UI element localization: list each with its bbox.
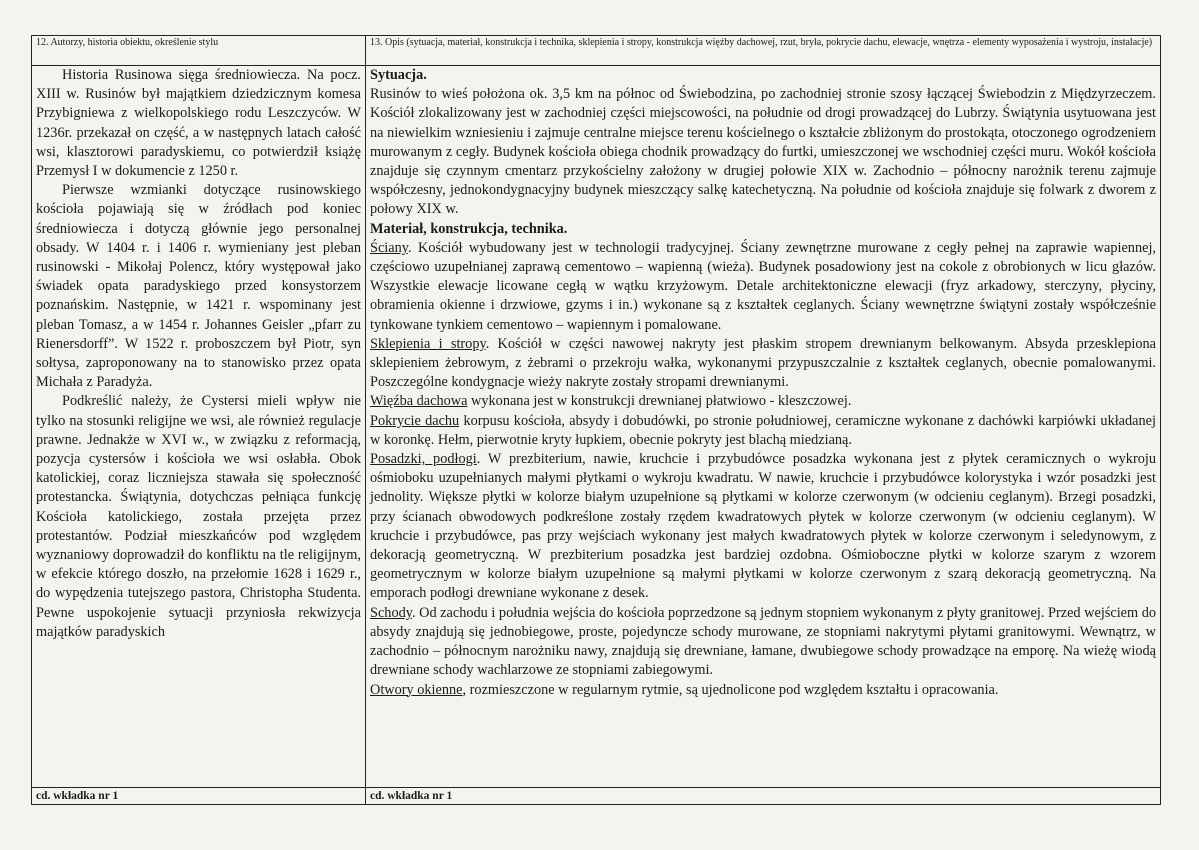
item-windows: [370, 681, 1156, 700]
section-title-material: Materiał, konstrukcja, technika.: [370, 220, 568, 237]
item-text: , rozmieszczone w regularnym rytmie, są ujednolicone pod względem kształtu i opracowania.: [462, 681, 999, 698]
item-text: korpusu kościoła, absydy i dobudówki, po stronie południowej, ceramiczne wykonane z dachówki karpiówki układanej w koronkę. Hełm, pierwotnie kryty łupkiem, obecnie pokryty jest blachą miedzianą.: [370, 412, 1156, 448]
item-text: wykonana jest w konstrukcji drewnianej płatwiowo - kleszczowej.: [467, 393, 852, 410]
item-label: Posadzki, podłogi: [370, 451, 477, 468]
form-sheet: [31, 35, 1161, 805]
description-header: 13. Opis (sytuacja, materiał, konstrukcja i technika, sklepienia i stropy, konstrukcja więźby dachowej, rzut, bryła, pokrycie dachu, elewacje, wnętrza - elementy wyposażenia i wystroju, instalacje): [366, 36, 1160, 66]
description-column: [366, 36, 1160, 804]
item-label: Ściany: [370, 239, 408, 256]
item-text: . W prezbiterium, nawie, kruchcie i przybudówce posadzka wykonana jest z płytek ceramicznych o wykroju ośmioboku uzupełnianych małymi płytkami o wykroju kwadratu. W nawie, kruchcie i przybudówce kolorystyka i wzór posadzki jest jednolity. Większe płytki w kolorze białym uzupełnione są płytkami w kolorze czerwonym (w odcieniu ceglanym). Brzegi posadzki, przy ścianach obwodowych podkreślone zostały rzędem kwadratowych płytek w kolorze czerwonym (w odcieniu ceglanym). W kruchcie i przybudówce, pas przy wejściach wykonany jest małych kwadratowych płytek w kolorze czerwonym i seledynowym, z dekoracją geometryczną. W prezbiterium posadzka jest bardziej ozdobna. Ośmioboczne płytki w kolorze szarym z wzorem geometrycznym w kolorze białym uzupełnione są małymi płytkami w kolorze czerwonym z szarą dekoracją geometryczną. Na emporach podłogi drewniane wykonane z desek.: [370, 451, 1156, 602]
item-text: . Kościół wybudowany jest w technologii tradycyjnej. Ściany zewnętrzne murowane z cegły pełnej na zaprawie wapiennej, częściowo uzupełnianej zaprawą cementowo – wapienną (wieża). Budynek posadowiony jest na cokole z obrobionych w licu głazów. Wszystkie elewacje licowane cegłą w wątku krzyżowym. Detale architektoniczne elewacji (fryz arkadowy, sterczyny, płyciny, obramienia okienne i drzwiowe, gzyms i in.) wykonane są z kształtek ceglanych. Ściany wewnętrzne świątyni zostały współcześnie tynkowane tynkiem cementowo – wapiennym i pomalowane.: [370, 239, 1156, 333]
section-title-sytuacja: Sytuacja.: [370, 67, 427, 83]
item-label: Pokrycie dachu: [370, 412, 460, 429]
item-floors: [370, 450, 1156, 604]
sytuacja-text: Rusinów to wieś położona ok. 3,5 km na północ od Świebodzina, po zachodniej stronie szosy łączącej Świebodzin z Międzyrzeczem. Kościół zlokalizowany jest w zachodniej części miejscowości, na południe od drogi prowadzącej do Lubrzy. Świątynia usytuowana jest na niewielkim wzniesieniu i zajmuje centralne miejsce terenu kościelnego o kształcie zbliżonym do prostokąta, otoczonego ogrodzeniem murowanym z cegły. Budynek kościoła obiega chodnik prowadzący do furtki, umieszczonej we wschodniej części muru. Wokół kościoła znajduje się czynnym cmentarz przykościelny założony w drugiej połowie XIX w. Zachodnio – północny narożnik terenu zajmuje współczesny, jednokondygnacyjny budynek mieszczący salkę katechetyczną. Na południe od kościoła znajduje się folwark z dworem z połowy XIX w.: [370, 86, 1156, 218]
history-column: [32, 36, 366, 804]
item-label: Więźba dachowa: [370, 393, 468, 410]
item-vaults: [370, 335, 1156, 393]
item-label: Schody: [370, 604, 412, 621]
item-label: Otwory okienne: [370, 681, 463, 698]
item-roofing: [370, 412, 1156, 450]
history-paragraph: Pierwsze wzmianki dotyczące rusinowskiego kościoła pojawiają się w źródłach pod koniec średniowiecza i dotyczą głównie jego personalnej obsady. W 1404 r. i 1406 r. wymieniany jest pleban rusinowski - Mikołaj Polencz, który występował jako świadek opata paradyskiego przed konsystorzem poznańskim. Następnie, w 1421 r. wspominany jest pleban Tomasz, a w 1454 r. Johannes Geisler „pfarr zu Rienersdorff”. W 1522 r. proboszczem był Piotr, syn sołtysa, zaproponowany na to stanowisko przez opata Michała z Paradyża.: [36, 182, 361, 391]
history-body: [32, 66, 365, 787]
description-body: [366, 66, 1160, 787]
item-walls: [370, 239, 1156, 335]
item-stairs: [370, 604, 1156, 681]
history-paragraph: Podkreślić należy, że Cystersi mieli wpływ nie tylko na stosunki religijne we wsi, ale również regulacje prawne. Jednakże w XVI w., w związku z reformacją, pozycja cystersów i kościoła we wsi osłabła. Obok katolickiej, coraz liczniejsza stawała się społeczność protestancka. Świątynia, dotychczas pełniąca funkcję Kościoła katolickiego, została przejęta przez protestantów. Podział mieszkańców pod względem wyznaniowy doprowadził do konfliktu na tle religijnym, w efekcie którego doszło, na przełomie 1628 i 1629 r., do wypędzenia tutejszego pastora, Christopha Studenta. Pewne uspokojenie sytuacji przyniosła rekwizycja majątków paradyskich: [36, 393, 361, 640]
item-roof-truss: [370, 392, 1156, 411]
description-footer: cd. wkładka nr 1: [366, 787, 1160, 804]
item-text: . Od zachodu i południa wejścia do kościoła poprzedzone są jednym stopniem wykonanym z płyty granitowej. Przed wejściem do absydy znajdują się jednobiegowe, proste, pojedyncze schody murowane, ze stopniami nakrytymi płytami granitowymi. Wewnątrz, w zachodnio – północnym narożniku nawy, znajdują się drewniane, łamane, dwubiegowe schody prowadzące na emporę. Na wieżę wiodą drewniane schody wachlarzowe ze stopniami zabiegowymi.: [370, 604, 1157, 679]
history-paragraph: Historia Rusinowa sięga średniowiecza. Na pocz. XIII w. Rusinów był majątkiem dziedzicznym komesa Przybigniewa z wielkopolskiego rodu Leszczyców. W 1236r. przekazał on część, a w następnych latach całość wsi, klasztorowi paradyskiemu, co potwierdził książę Przemysł I w dokumencie z 1250 r.: [36, 67, 361, 180]
history-header: 12. Autorzy, historia obiektu, określenie stylu: [32, 36, 365, 66]
item-label: Sklepienia i stropy: [370, 335, 486, 352]
item-text: . Kościół w części nawowej nakryty jest płaskim stropem drewnianym belkowanym. Absyda przesklepiona sklepieniem żebrowym, z żebrami o przekroju wałka, wykonanymi przypuszczalnie z kształtek ceglanych, obecnie pomalowanymi. Poszczególne kondygnacje wieży nakryte zostały stropami drewnianymi.: [370, 335, 1156, 391]
history-footer: cd. wkładka nr 1: [32, 787, 365, 804]
